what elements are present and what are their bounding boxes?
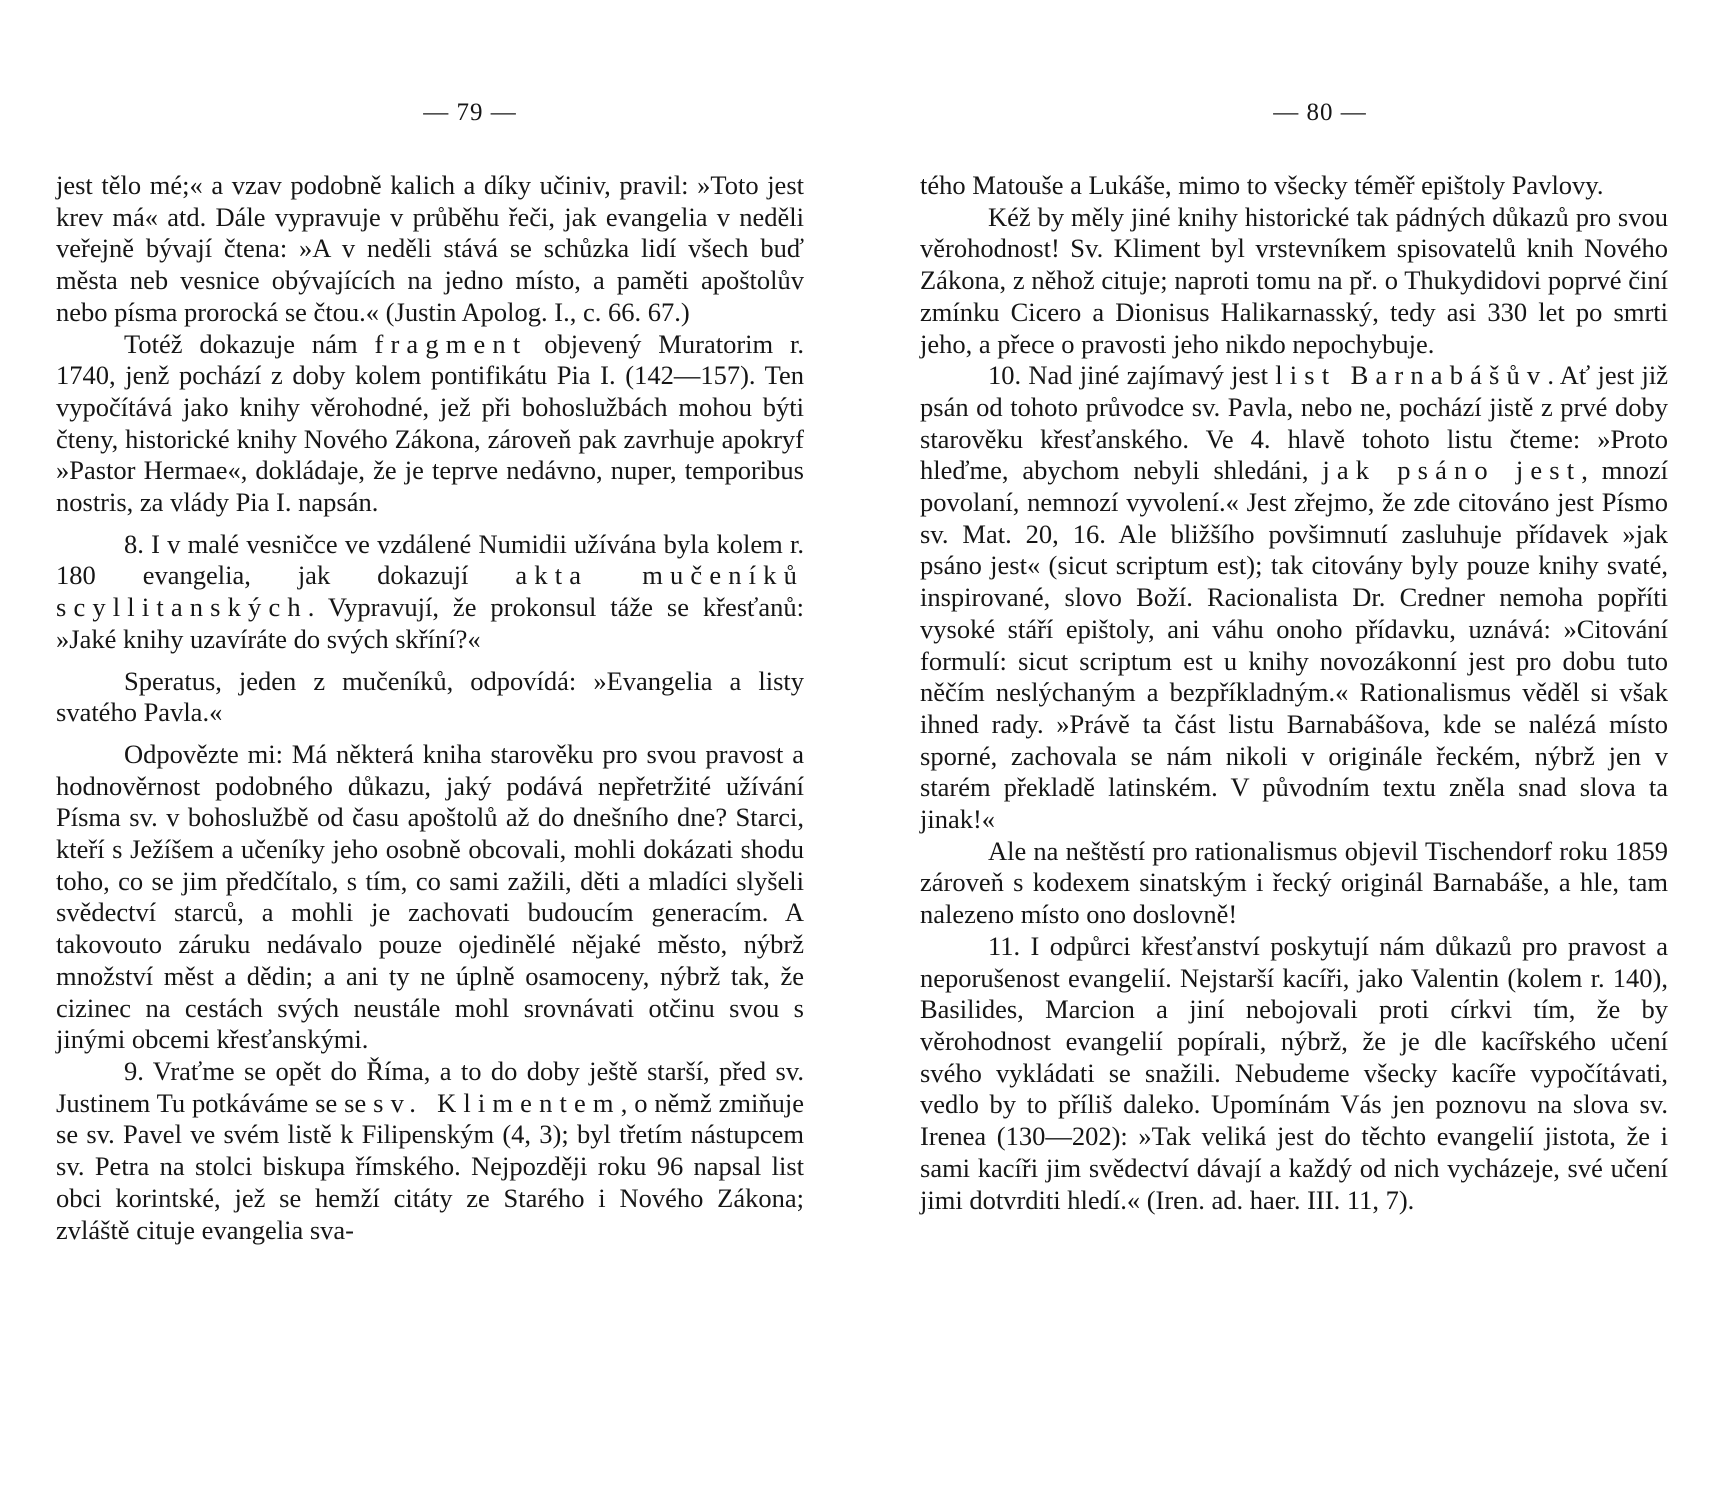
page-number-right: — 80 — — [1273, 99, 1367, 126]
spaced-term: sv. Klimentem — [373, 1087, 621, 1118]
text-run: . Vypravují, že prokonsul táže se křesťanů: »Jaké knihy uzavíráte do svých skříní?« — [56, 592, 804, 654]
text-run: jest tělo mé;« a vzav podobně kalich a díky učiniv, pravil: »Toto jest krev má« atd. Dále vypravuje v průběhu řeči, jak evangelia v neděli veřejně bývají čtena: »A v neděli stává se schůzka lidí všech buď města neb vesnice obývajících na jedno místo, a paměti apoštolův nebo písma prorocká se čtou.« (Justin Apolog. I., c. 66. 67.) — [56, 170, 804, 327]
text-run: 10. Nad jiné zajímavý jest — [988, 360, 1276, 391]
paragraph — [56, 1056, 804, 1246]
text-run: Odpovězte mi: Má některá kniha starověku pro svou pravost a hodnověrnost podobného důkazu, jaký podává nepřetržité užívání Písma sv. v bohoslužbě od času apoštolů až do dnešního dne? Starci, kteří s Ježíšem a učeníky jeho osobně obcovali, mohli dokázati shodu toho, co se jim předčítalo, s tím, co sami zažili, děti a mladíci slyšeli svědectví starců, a mohli je zachovati budoucím generacím. A takovouto záruku nedávalo pouze ojedinělé nějaké město, nýbrž množství měst a dědin; a ani ty ne úplně osamoceny, nýbrž tak, že cizinec na cestách svých neustále mohl srovnávati otčinu svou s jinými obcemi křesťanskými. — [56, 738, 804, 1055]
text-run: , o němž zmiňuje se sv. Pavel ve svém listě k Filipenským (4, 3); byl třetím nástupcem sv. Petra na stolci biskupa římského. Nejpozději roku 96 napsal list obci korintské, jež se hemží citáty ze Starého i Nového Zákona; zvláště cituje evangelia sva- — [56, 1087, 804, 1245]
page-number-left: — 79 — — [423, 99, 517, 126]
text-run: tého Matouše a Lukáše, mimo to všecky téměř epištoly Pavlovy. — [920, 170, 1604, 200]
text-run: 9. Vraťme se opět do Říma, a to do doby ještě starší, před sv. Justinem Tu potkáváme se se — [56, 1055, 804, 1118]
paragraph — [920, 202, 1668, 361]
spaced-term: akta mučeníků scyllitanských — [56, 560, 804, 623]
text-run: , mnozí povolaní, nemnozí vyvolení.« Jest zřejmo, že zde citováno jest Písmo sv. Mat. 20, 16. Ale bližšího povšimnutí zasluhuje přídavek »jak psáno jest« (sicut scriptum est); tak citovány byly pouze knihy svaté, inspirované, slovo Boží. Racionalista Dr. Credner nemoha popříti vysoké stáří epištoly, ani váhu onoho přídavku, uznává: »Citování formulí: sicut scriptum est u knihy novozákonní jest pro dobu tuto něčím neslýchaným a bezpříkladným.« Rationalismus věděl si však ihned rady. »Právě ta část listu Barnabášova, kde se nalézá místo sporné, zachovala se nám nikoli v originále řeckém, nýbrž jen v starém překladě latinském. V původním textu zněla snad slova ta jinak!« — [920, 455, 1668, 835]
paragraph — [920, 836, 1668, 931]
text-run: 8. I v malé vesničce ve vzdálené Numidii užívána byla kolem r. 180 evangelia, jak dokazují — [56, 528, 804, 591]
text-run: Kéž by měly jiné knihy historické tak pádných důkazů pro svou věrohodnost! Sv. Kliment byl vrstevníkem spisovatelů knih Nového Zákona, z něhož cituje; naproti tomu na př. o Thukydidovi poprvé činí zmínku Cicero a Dionisus Halikarnasský, tedy asi 330 let po smrti jeho, a přece o pravosti jeho nikdo nepochybuje. — [920, 201, 1668, 359]
paragraph — [56, 739, 804, 1056]
paragraph — [920, 170, 1668, 202]
spaced-term: list Barnabášův — [1275, 360, 1548, 391]
text-run: Speratus, jeden z mučeníků, odpovídá: »Evangelia a listy svatého Pavla.« — [56, 665, 804, 728]
text-run: 11. I odpůrci křesťanství poskytují nám důkazů pro pravost a neporušenost evangelií. Nejstarší kacíři, jako Valentin (kolem r. 140), Basilides, Marcion a jiní nebojovali proti církvi tím, že by věrohodnost evangelií popírali, nýbrž, že je dle kacířského učení svého vykládati se snažili. Nebudeme všecky kacíře vypočítávati, vedlo by to příliš daleko. Upomínám Vás jen poznovu na slova sv. Irenea (130—202): »Tak veliká jest do těchto evangelií jistota, že i sami kacíři jim svědectví dávají a každý od nich vycházeje, své učení jimi dotvrditi hledí.« (Iren. ad. haer. III. 11, 7). — [920, 930, 1668, 1215]
text-run: Totéž dokazuje nám — [124, 328, 375, 359]
right-page-text — [920, 170, 1668, 1216]
left-page-text — [56, 170, 804, 1246]
text-run: Ale na neštěstí pro rationalismus objevil Tischendorf roku 1859 zároveň s kodexem sinatským i řecký originál Barnabáše, a hle, tam nalezeno místo ono doslovně! — [920, 835, 1668, 930]
text-run: . Ať jest již psán od tohoto průvodce sv. Pavla, nebo ne, pochází jistě z prvé doby starověku křesťanského. Ve 4. hlavě tohoto listu čteme: »Proto hleďme, abychom nebyli shledáni, — [920, 360, 1669, 486]
spaced-term: jak psáno jest — [1322, 455, 1582, 486]
paragraph — [920, 931, 1668, 1216]
paragraph — [56, 529, 804, 656]
paragraph — [56, 170, 804, 329]
paragraph — [920, 360, 1668, 836]
text-run: objevený Muratorim r. 1740, jenž pochází z doby kolem pontifikátu Pia I. (142—157). Ten vypočítává jako knihy věrohodné, jež při bohoslužbách mohou býti čteny, historické knihy Nového Zákona, zároveň pak zavrhuje apokryf »Pastor Hermae«, dokládaje, že je teprve nedávno, nuper, temporibus nostris, za vlády Pia I. napsán. — [56, 328, 805, 518]
paragraph — [56, 666, 804, 729]
spaced-term: fragment — [374, 328, 528, 359]
paragraph — [56, 329, 804, 519]
